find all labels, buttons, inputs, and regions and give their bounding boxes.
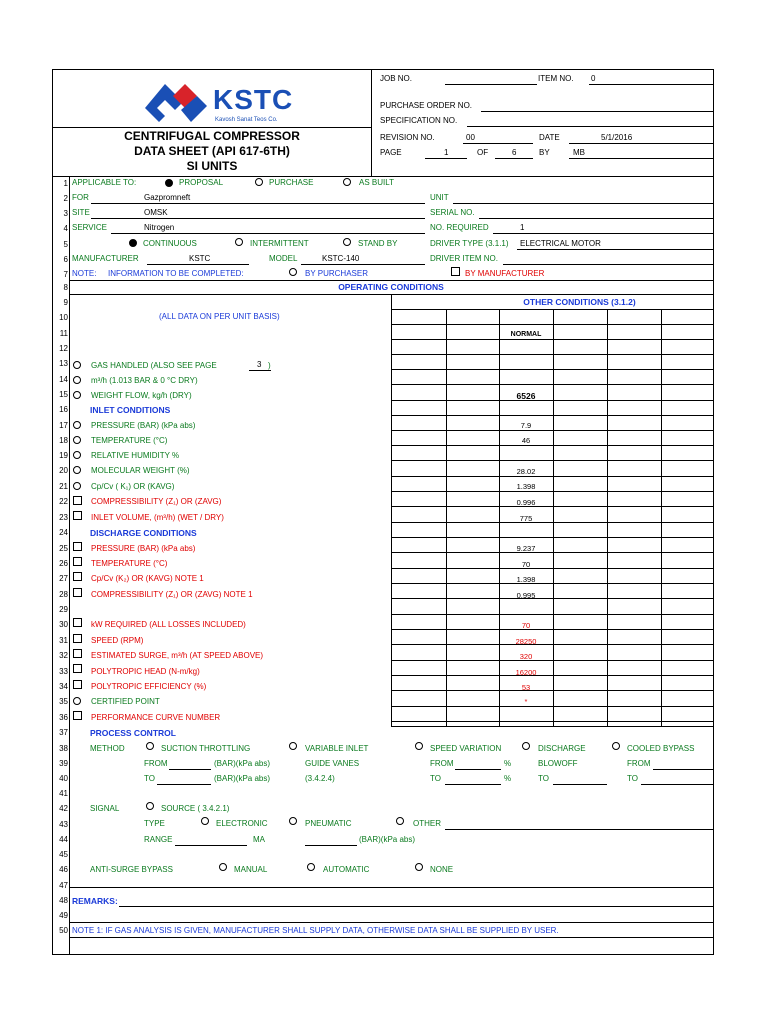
table-row-line — [391, 339, 713, 340]
line-number: 3 — [63, 209, 68, 218]
job-no-label: JOB NO. — [380, 74, 413, 83]
kw-required-label: kW REQUIRED (ALL LOSSES INCLUDED) — [91, 620, 246, 629]
no-required-label: NO. REQUIRED — [430, 223, 489, 232]
normal-header: NORMAL — [510, 331, 542, 338]
revision-label: REVISION NO. — [380, 133, 435, 142]
to-field-4[interactable] — [641, 784, 713, 785]
compressibility-discharge-checkbox[interactable] — [73, 588, 82, 597]
gas-page-close: ) — [268, 361, 271, 370]
speed-checkbox[interactable] — [73, 634, 82, 643]
inlet-temperature-label: TEMPERATURE (°C) — [91, 436, 168, 445]
no-required-field — [493, 233, 713, 234]
cpcv-discharge-value[interactable]: 1.398 — [516, 575, 536, 584]
range-label: RANGE — [144, 835, 173, 844]
table-row-line — [391, 369, 713, 370]
table-row-line — [391, 614, 713, 615]
surge-checkbox[interactable] — [73, 649, 82, 658]
m3h-radio[interactable] — [73, 376, 81, 384]
line-number: 50 — [59, 926, 68, 935]
proposal-label: PROPOSAL — [179, 178, 224, 187]
weight-flow-label: WEIGHT FLOW, kg/h (DRY) — [91, 391, 192, 400]
purchase-radio[interactable] — [255, 178, 263, 186]
process-control-heading: PROCESS CONTROL — [90, 728, 176, 738]
info-label: INFORMATION TO BE COMPLETED: — [108, 269, 244, 278]
table-row-line — [391, 706, 713, 707]
line-number: 1 — [63, 179, 68, 188]
line-number: 43 — [59, 820, 68, 829]
polytropic-head-label: POLYTROPIC HEAD (N-m/kg) — [91, 667, 200, 676]
variable-inlet-radio[interactable] — [289, 742, 297, 750]
line-number: 44 — [59, 835, 68, 844]
automatic-radio[interactable] — [307, 863, 315, 871]
guide-vanes-label: GUIDE VANES — [305, 759, 360, 768]
source-radio[interactable] — [146, 802, 154, 810]
suction-throttling-radio[interactable] — [146, 742, 154, 750]
table-row-line — [391, 384, 713, 385]
ma-label: MA — [253, 835, 265, 844]
range-field-1[interactable] — [175, 845, 247, 846]
note-label: NOTE: — [72, 269, 97, 278]
from-label-1: FROM — [144, 759, 168, 768]
line-number: 8 — [63, 283, 68, 292]
standby-label: STAND BY — [358, 239, 398, 248]
po-no-field[interactable] — [481, 111, 713, 112]
line-number: 46 — [59, 865, 68, 874]
remarks-field-3[interactable] — [69, 937, 713, 938]
model-label: MODEL — [269, 254, 298, 263]
line-number: 15 — [59, 390, 68, 399]
line-number: 25 — [59, 544, 68, 553]
inlet-conditions-heading: INLET CONDITIONS — [90, 405, 171, 415]
other-field[interactable] — [445, 829, 713, 830]
cpcv-discharge-checkbox[interactable] — [73, 572, 82, 581]
remarks-field-1[interactable] — [119, 906, 713, 907]
guide-ref-label: (3.4.2.4) — [305, 774, 335, 783]
polytropic-head-value[interactable]: 16200 — [515, 668, 537, 677]
surge-value[interactable]: 320 — [519, 652, 533, 661]
manufacturer-value[interactable]: KSTC — [189, 254, 211, 263]
line-number: 22 — [59, 497, 68, 506]
discharge-pressure-value[interactable]: 9.237 — [516, 544, 536, 553]
from-pct-label: % — [504, 759, 512, 768]
table-col-1 — [391, 294, 392, 726]
line-number: 37 — [59, 728, 68, 737]
pneumatic-label: PNEUMATIC — [305, 819, 352, 828]
line-number: 36 — [59, 713, 68, 722]
no-required-value[interactable]: 1 — [520, 223, 525, 232]
table-row-line — [391, 721, 713, 722]
as-built-radio[interactable] — [343, 178, 351, 186]
line-number: 48 — [59, 896, 68, 905]
page-label: PAGE — [380, 148, 402, 157]
table-row-line — [391, 491, 713, 492]
line-number: 47 — [59, 881, 68, 890]
logo-subtitle: Kavosh Sanat Teos Co. — [215, 117, 278, 123]
line-number: 28 — [59, 590, 68, 599]
page-value: 1 — [444, 148, 449, 157]
spec-no-field[interactable] — [467, 126, 713, 127]
line-number: 49 — [59, 911, 68, 920]
from-field-3[interactable] — [653, 769, 713, 770]
item-no-field — [589, 84, 713, 85]
driver-type-label: DRIVER TYPE (3.1.1) — [430, 239, 509, 248]
table-row-line — [391, 324, 713, 325]
speed-value[interactable]: 28250 — [515, 637, 537, 646]
service-field — [111, 233, 425, 234]
kw-required-checkbox[interactable] — [73, 618, 82, 627]
table-row-line — [391, 430, 713, 431]
driver-item-label: DRIVER ITEM NO. — [430, 254, 499, 263]
for-field — [91, 203, 425, 204]
line-number: 9 — [63, 298, 68, 307]
logo-name: KSTC — [213, 84, 294, 115]
table-row-line — [391, 309, 713, 310]
line-number: 35 — [59, 697, 68, 706]
line-number: 10 — [59, 313, 68, 322]
by-value[interactable]: MB — [573, 148, 585, 157]
manufacturer-field — [147, 264, 249, 265]
driver-item-field[interactable] — [503, 264, 713, 265]
inlet-volume-value[interactable]: 775 — [519, 514, 533, 523]
inlet-volume-label: INLET VOLUME, (m³/h) (WET / DRY) — [91, 513, 224, 522]
of-field — [495, 158, 533, 159]
header-bottom-border — [53, 176, 713, 177]
kw-required-value[interactable]: 70 — [521, 621, 531, 630]
gas-handled-radio[interactable] — [73, 361, 81, 369]
discharge-label: DISCHARGE — [538, 744, 586, 753]
compressibility-discharge-value[interactable]: 0.995 — [516, 591, 536, 600]
inlet-temperature-radio[interactable] — [73, 436, 81, 444]
from-label-3: FROM — [627, 759, 651, 768]
line-number: 29 — [59, 605, 68, 614]
line-number: 32 — [59, 651, 68, 660]
discharge-temperature-checkbox[interactable] — [73, 557, 82, 566]
of-value: 6 — [512, 148, 517, 157]
cpcv-discharge-label: Cp/Cv (K₂) OR (KAVG) NOTE 1 — [91, 574, 204, 583]
unit-label: UNIT — [430, 193, 449, 202]
surge-label: ESTIMATED SURGE, m³/h (AT SPEED ABOVE) — [91, 651, 264, 660]
model-field — [301, 264, 425, 265]
continuous-label: CONTINUOUS — [143, 239, 197, 248]
discharge-pressure-checkbox[interactable] — [73, 542, 82, 551]
certified-point-label: CERTIFIED POINT — [91, 697, 160, 706]
line-number: 17 — [59, 421, 68, 430]
line-number: 6 — [63, 255, 68, 264]
other-radio[interactable] — [396, 817, 404, 825]
source-label: SOURCE ( 3.4.2.1) — [161, 804, 230, 813]
header-divider-h — [53, 127, 371, 128]
signal-label: SIGNAL — [90, 804, 120, 813]
continuous-radio[interactable] — [129, 239, 137, 247]
line-number: 38 — [59, 744, 68, 753]
data-sheet — [52, 69, 714, 955]
model-value[interactable]: KSTC-140 — [322, 254, 360, 263]
line-number: 20 — [59, 466, 68, 475]
line-number: 39 — [59, 759, 68, 768]
line-number: 7 — [63, 270, 68, 279]
line-number: 27 — [59, 574, 68, 583]
cpcv-inlet-label: Cp/Cv ( K₁) OR (KAVG) — [91, 482, 175, 491]
other-conditions-heading: OTHER CONDITIONS (3.1.2) — [523, 297, 636, 307]
cooled-bypass-radio[interactable] — [612, 742, 620, 750]
suction-throttling-label: SUCTION THROTTLING — [161, 744, 251, 753]
to-field-1[interactable] — [157, 784, 211, 785]
for-value[interactable]: Gazpromneft — [144, 193, 191, 202]
table-row-line — [391, 537, 713, 538]
page-field — [425, 158, 467, 159]
divider-row7 — [69, 280, 713, 281]
date-field — [569, 143, 713, 144]
type-label: TYPE — [144, 819, 165, 828]
inlet-pressure-value[interactable]: 7.9 — [520, 421, 532, 430]
title-line3: SI UNITS — [186, 159, 238, 173]
pneumatic-radio[interactable] — [289, 817, 297, 825]
title-line2: DATA SHEET (API 617-6TH) — [134, 144, 290, 158]
revision-field — [463, 143, 533, 144]
to-pct-label: % — [504, 774, 512, 783]
line-number: 42 — [59, 804, 68, 813]
by-manufacturer-label: BY MANUFACTURER — [465, 269, 545, 278]
operating-conditions-heading: OPERATING CONDITIONS — [338, 282, 444, 292]
serial-label: SERIAL NO. — [430, 208, 475, 217]
line-number: 30 — [59, 620, 68, 629]
line-number: 5 — [63, 240, 68, 249]
remarks-label: REMARKS: — [72, 896, 118, 906]
polytropic-efficiency-label: POLYTROPIC EFFICIENCY (%) — [91, 682, 207, 691]
line-number: 14 — [59, 375, 68, 384]
line-number: 18 — [59, 436, 68, 445]
gas-handled-label: GAS HANDLED (ALSO SEE PAGE — [91, 361, 217, 370]
molecular-weight-value[interactable]: 28.02 — [516, 467, 536, 476]
by-label: BY — [539, 148, 550, 157]
range-field-2[interactable] — [305, 845, 357, 846]
line-number: 40 — [59, 774, 68, 783]
po-no-label: PURCHASE ORDER NO. — [380, 101, 473, 110]
line-number: 2 — [63, 194, 68, 203]
intermittent-label: INTERMITTENT — [250, 239, 309, 248]
m3h-label: m³/h (1.013 BAR & 0 °C DRY) — [91, 376, 198, 385]
compressibility-inlet-value[interactable]: 0.996 — [516, 498, 536, 507]
date-label: DATE — [539, 133, 560, 142]
inlet-pressure-label: PRESSURE (BAR) (kPa abs) — [91, 421, 196, 430]
table-col-2 — [446, 309, 447, 726]
cpcv-inlet-radio[interactable] — [73, 482, 81, 490]
service-value[interactable]: Nitrogen — [144, 223, 175, 232]
performance-curve-checkbox[interactable] — [73, 711, 82, 720]
line-number: 26 — [59, 559, 68, 568]
electronic-radio[interactable] — [201, 817, 209, 825]
for-label: FOR — [72, 193, 89, 202]
of-label: OF — [477, 148, 489, 157]
item-no-label: ITEM NO. — [538, 74, 574, 83]
from-field-2[interactable] — [455, 769, 501, 770]
none-radio[interactable] — [415, 863, 423, 871]
to-field-3[interactable] — [553, 784, 607, 785]
all-data-note: (ALL DATA ON PER UNIT BASIS) — [159, 312, 280, 321]
automatic-label: AUTOMATIC — [323, 865, 370, 874]
line-number-divider — [69, 176, 70, 955]
range-unit-label: (BAR)(kPa abs) — [359, 835, 416, 844]
line-number: 41 — [59, 789, 68, 798]
serial-field[interactable] — [479, 218, 713, 219]
electronic-label: ELECTRONIC — [216, 819, 268, 828]
compressibility-inlet-label: COMPRESSIBILITY (Z₁) OR (ZAVG) — [91, 497, 222, 506]
certified-point-radio[interactable] — [73, 697, 81, 705]
driver-type-value[interactable]: ELECTRICAL MOTOR — [520, 239, 601, 248]
polytropic-head-checkbox[interactable] — [73, 664, 82, 673]
table-row-line — [391, 476, 713, 477]
spec-no-label: SPECIFICATION NO. — [380, 116, 458, 125]
line-number: 13 — [59, 359, 68, 368]
header-divider — [371, 70, 372, 176]
driver-type-field — [517, 249, 713, 250]
polytropic-efficiency-value[interactable]: 53 — [521, 683, 531, 692]
as-built-label: AS BUILT — [359, 178, 394, 187]
remarks-field-2[interactable] — [69, 922, 713, 923]
gas-page-field — [249, 370, 271, 371]
blowoff-label: BLOWOFF — [538, 759, 578, 768]
manual-radio[interactable] — [219, 863, 227, 871]
table-row-line — [391, 460, 713, 461]
cpcv-inlet-value[interactable]: 1.398 — [516, 482, 536, 491]
to-field-2[interactable] — [445, 784, 501, 785]
compressibility-discharge-label: COMPRESSIBILITY (Z₁) OR (ZAVG) NOTE 1 — [91, 590, 253, 599]
inlet-pressure-radio[interactable] — [73, 421, 81, 429]
intermittent-radio[interactable] — [235, 238, 243, 246]
site-field — [91, 218, 425, 219]
method-label: METHOD — [90, 744, 125, 753]
purchase-label: PURCHASE — [269, 178, 314, 187]
speed-label: SPEED (RPM) — [91, 636, 144, 645]
none-label: NONE — [430, 865, 454, 874]
service-label: SERVICE — [72, 223, 107, 232]
discharge-radio[interactable] — [522, 742, 530, 750]
by-manufacturer-checkbox[interactable] — [451, 267, 460, 276]
line-number: 12 — [59, 344, 68, 353]
note-1-text: NOTE 1: IF GAS ANALYSIS IS GIVEN, MANUFACTURER SHALL SUPPLY DATA, OTHERWISE DATA SHALL BE SUPPLIED BY USER. — [72, 926, 559, 935]
anti-surge-label: ANTI-SURGE BYPASS — [90, 865, 173, 874]
line-number: 33 — [59, 667, 68, 676]
polytropic-efficiency-checkbox[interactable] — [73, 680, 82, 689]
from-label-2: FROM — [430, 759, 454, 768]
job-no-field[interactable] — [445, 84, 537, 85]
to-label-2: TO — [430, 774, 441, 783]
humidity-label: RELATIVE HUMIDITY % — [91, 451, 180, 460]
from-unit-label: (BAR)(kPa abs) — [214, 759, 271, 768]
inlet-volume-checkbox[interactable] — [73, 511, 82, 520]
gas-page-value[interactable]: 3 — [257, 360, 262, 369]
by-purchaser-radio[interactable] — [289, 268, 297, 276]
table-col-6 — [661, 309, 662, 726]
unit-field[interactable] — [453, 203, 713, 204]
table-row-line — [391, 354, 713, 355]
to-label-1: TO — [144, 774, 155, 783]
date-value[interactable]: 5/1/2016 — [601, 133, 633, 142]
line-number: 16 — [59, 405, 68, 414]
line-number: 23 — [59, 513, 68, 522]
site-value[interactable]: OMSK — [144, 208, 168, 217]
proposal-radio[interactable] — [165, 179, 173, 187]
item-no-value[interactable]: 0 — [591, 74, 596, 83]
line-number: 31 — [59, 636, 68, 645]
line-number: 21 — [59, 482, 68, 491]
cooled-bypass-label: COOLED BYPASS — [627, 744, 695, 753]
humidity-radio[interactable] — [73, 451, 81, 459]
to-unit-label: (BAR)(kPa abs) — [214, 774, 271, 783]
revision-value[interactable]: 00 — [466, 133, 475, 142]
manufacturer-label: MANUFACTURER — [72, 254, 139, 263]
by-field — [569, 158, 713, 159]
line-number: 19 — [59, 451, 68, 460]
divider-row47 — [69, 887, 713, 888]
inlet-temperature-value[interactable]: 46 — [521, 436, 531, 445]
other-label: OTHER — [413, 819, 441, 828]
speed-variation-radio[interactable] — [415, 742, 423, 750]
variable-inlet-label: VARIABLE INLET — [305, 744, 369, 753]
discharge-pressure-label: PRESSURE (BAR) (kPa abs) — [91, 544, 196, 553]
weight-flow-radio[interactable] — [73, 391, 81, 399]
table-col-5 — [607, 309, 608, 726]
speed-variation-label: SPEED VARIATION — [430, 744, 502, 753]
certified-point-value[interactable]: * — [524, 697, 528, 706]
title-line1: CENTRIFUGAL COMPRESSOR — [124, 129, 300, 143]
table-row-line — [391, 445, 713, 446]
site-label: SITE — [72, 208, 90, 217]
manual-label: MANUAL — [234, 865, 268, 874]
standby-radio[interactable] — [343, 238, 351, 246]
performance-curve-label: PERFORMANCE CURVE NUMBER — [91, 713, 221, 722]
line-number: 45 — [59, 850, 68, 859]
line-number: 11 — [59, 329, 68, 338]
to-label-4: TO — [627, 774, 638, 783]
discharge-conditions-heading: DISCHARGE CONDITIONS — [90, 528, 197, 538]
molecular-weight-radio[interactable] — [73, 466, 81, 474]
table-row-line — [391, 415, 713, 416]
compressibility-inlet-checkbox[interactable] — [73, 496, 82, 505]
by-purchaser-label: BY PURCHASER — [305, 269, 368, 278]
discharge-temperature-label: TEMPERATURE (°C) — [91, 559, 168, 568]
discharge-temperature-value[interactable]: 70 — [521, 560, 531, 569]
from-field-1[interactable] — [169, 769, 211, 770]
table-col-4 — [553, 309, 554, 726]
line-number: 4 — [63, 224, 68, 233]
molecular-weight-label: MOLECULAR WEIGHT (%) — [91, 466, 190, 475]
to-label-3: TO — [538, 774, 549, 783]
applicable-to-label: APPLICABLE TO: — [72, 178, 137, 187]
weight-flow-value[interactable]: 6526 — [516, 391, 536, 401]
line-number: 34 — [59, 682, 68, 691]
table-row-line — [391, 726, 713, 727]
line-number: 24 — [59, 528, 68, 537]
